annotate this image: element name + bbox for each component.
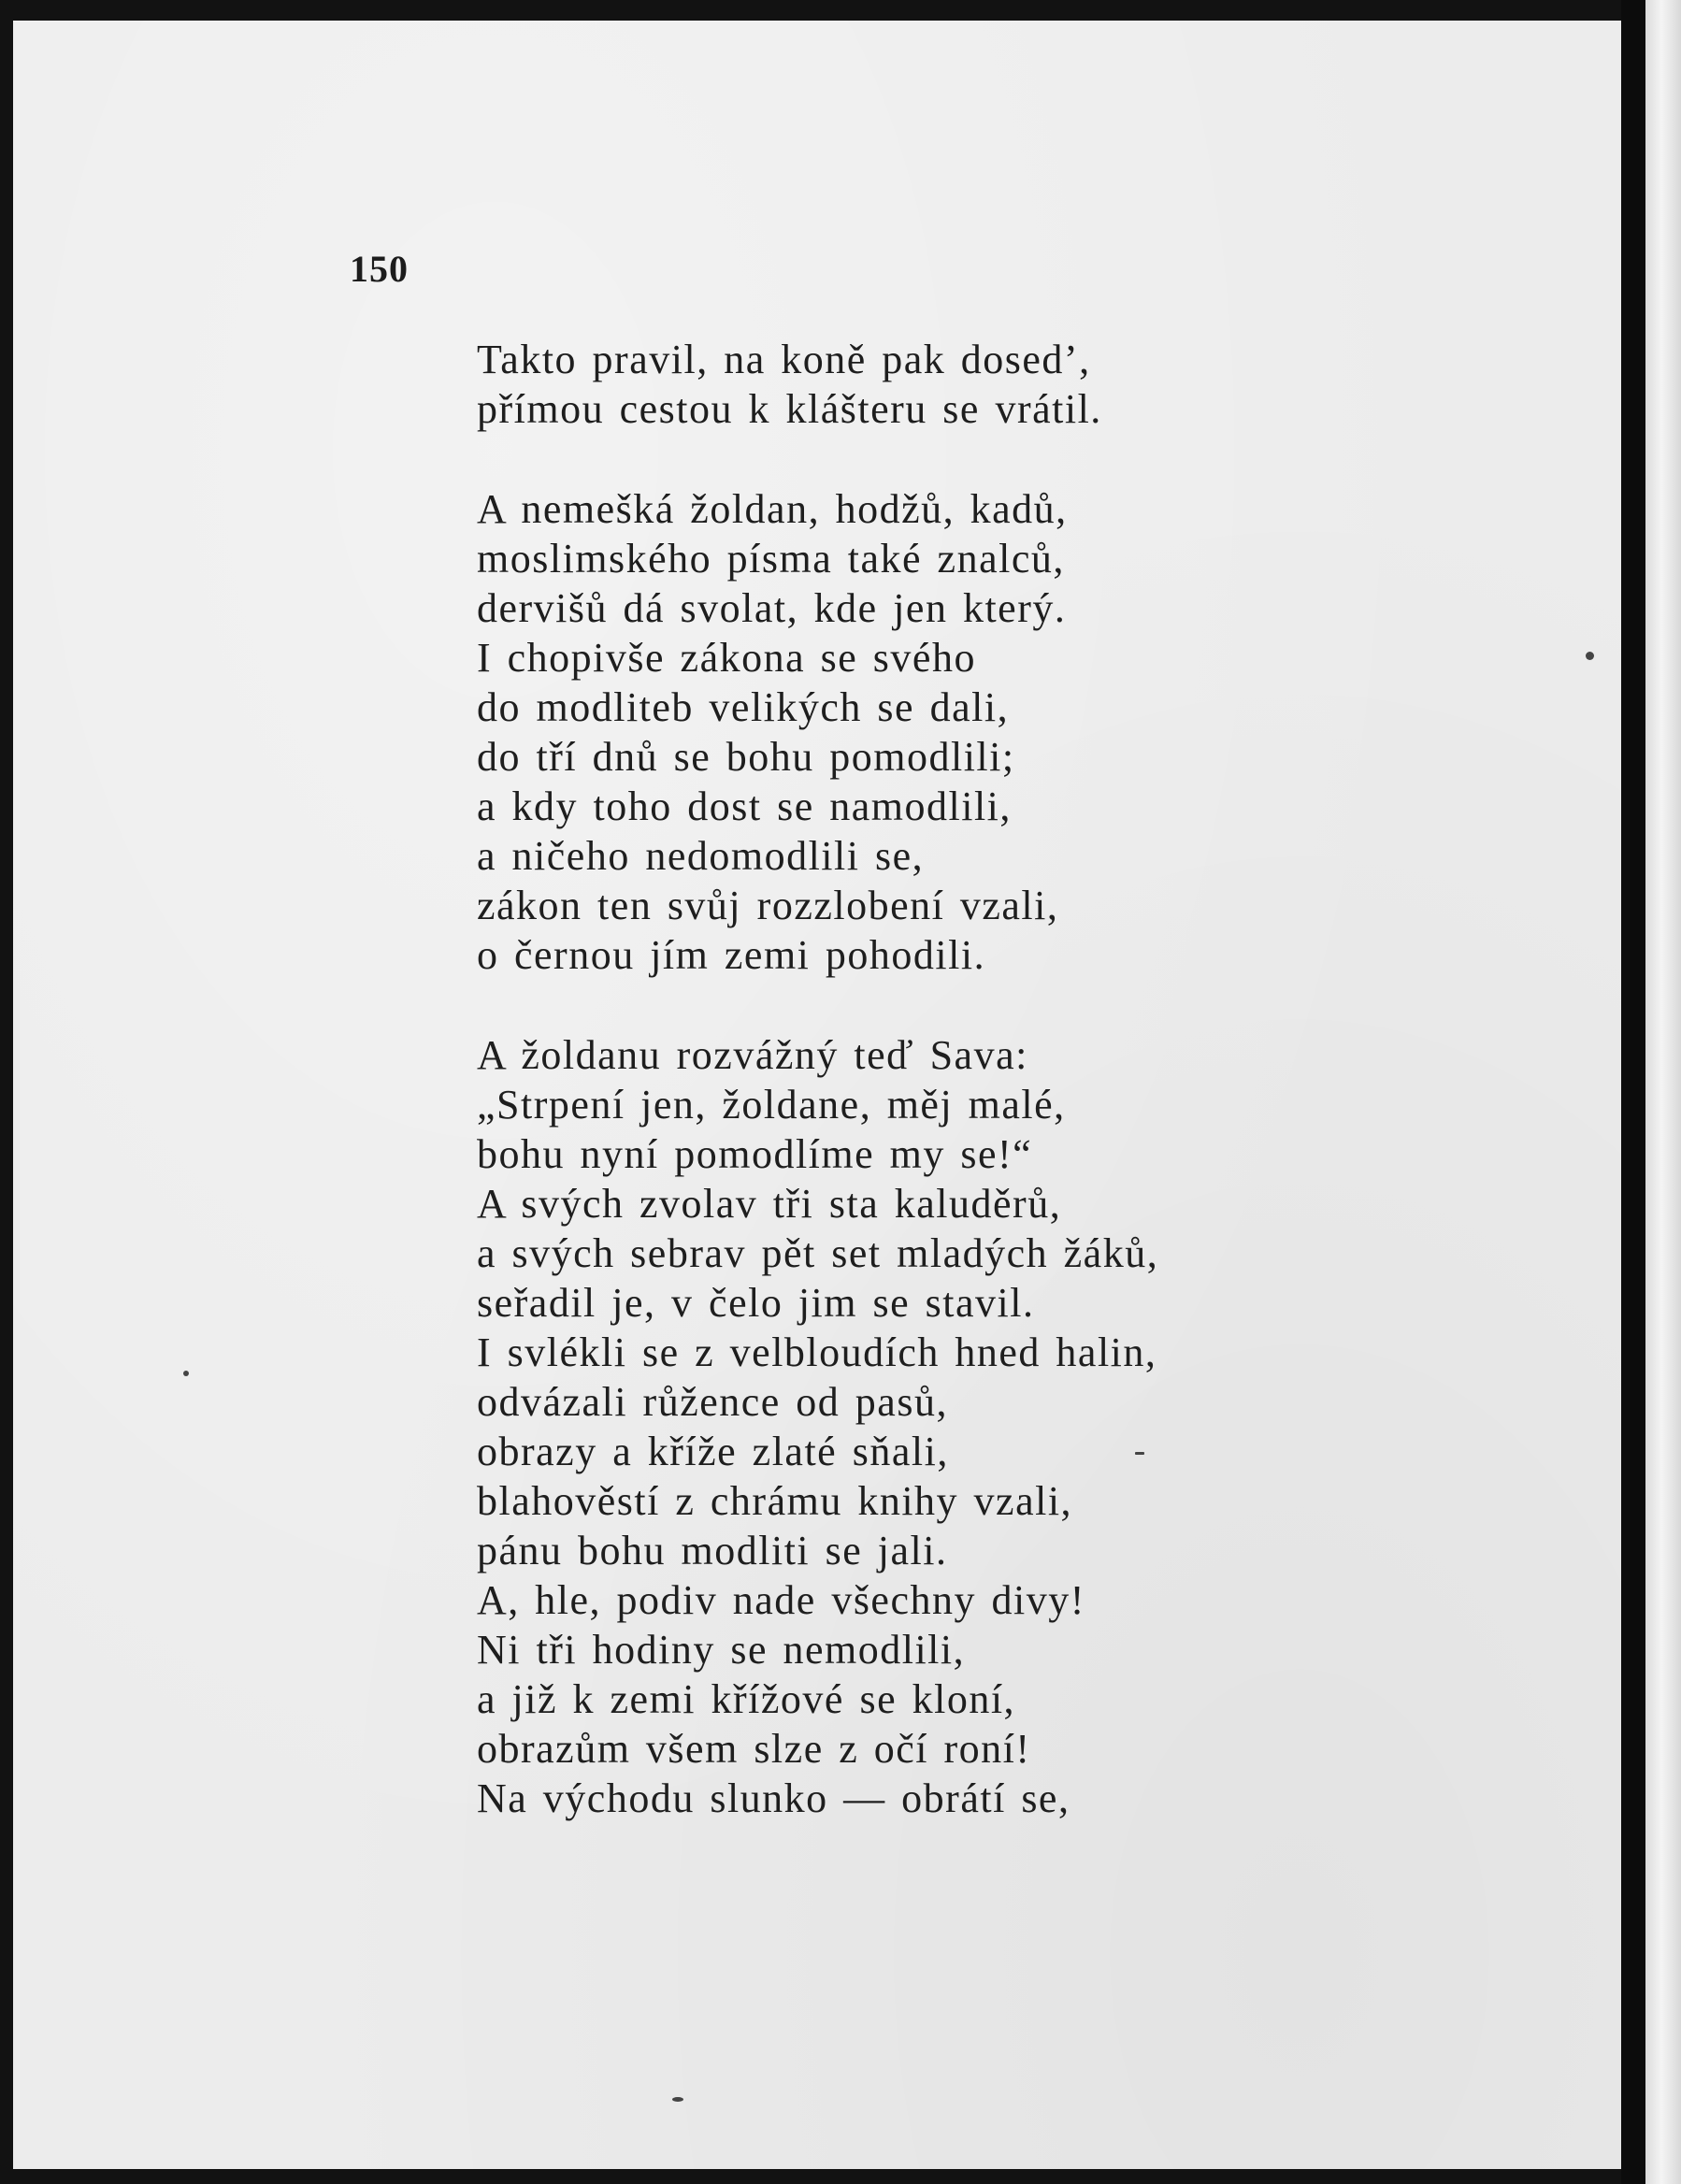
poem-line: do tří dnů se bohu pomodlili; xyxy=(477,734,1015,780)
stanza-2 xyxy=(477,484,1505,980)
poem-line: přímou cestou k klášteru se vrátil. xyxy=(477,386,1102,432)
next-page-edge xyxy=(1645,0,1681,2184)
poem-line: a kdy toho dost se namodlili, xyxy=(477,783,1012,829)
poem-line: moslimského písma také znalců, xyxy=(477,536,1065,582)
poem-text xyxy=(477,335,1505,1823)
scan-speck xyxy=(1586,652,1594,660)
poem-line: zákon ten svůj rozzlobení vzali, xyxy=(477,883,1059,928)
poem-line: obrazům všem slze z očí roní! xyxy=(477,1726,1031,1772)
poem-line: A svých zvolav tři sta kaluděrů, xyxy=(477,1181,1062,1227)
poem-line: odvázali růžence od pasů, xyxy=(477,1379,948,1425)
poem-line: a ničeho nedomodlili se, xyxy=(477,833,925,879)
poem-line: I chopivše zákona se svého xyxy=(477,635,976,681)
page-number: 150 xyxy=(350,248,409,290)
poem-line: do modliteb velikých se dali, xyxy=(477,684,1010,730)
poem-line: o černou jím zemi pohodili. xyxy=(477,932,986,978)
stanza-3 xyxy=(477,1030,1505,1823)
poem-line: blahověstí z chrámu knihy vzali, xyxy=(477,1478,1073,1524)
poem-line: A žoldanu rozvážný teď Sava: xyxy=(477,1032,1028,1078)
poem-line: pánu bohu modliti se jali. xyxy=(477,1528,948,1573)
scan-speck xyxy=(672,2097,683,2102)
scan-speck xyxy=(183,1371,189,1376)
poem-line: bohu nyní pomodlíme my se!“ xyxy=(477,1131,1033,1177)
poem-line: seřadil je, v čelo jim se stavil. xyxy=(477,1280,1035,1326)
book-gutter xyxy=(1621,0,1645,2184)
poem-line: Ni tři hodiny se nemodlili, xyxy=(477,1627,966,1673)
poem-line: obrazy a kříže zlaté sňali, xyxy=(477,1429,949,1474)
poem-line: I svlékli se z velbloudích hned halin, xyxy=(477,1329,1157,1375)
poem-line: Na východu slunko — obrátí se, xyxy=(477,1775,1070,1821)
stanza-1 xyxy=(477,335,1505,434)
poem-line: Takto pravil, na koně pak dosed’, xyxy=(477,337,1091,382)
poem-line: a svých sebrav pět set mladých žáků, xyxy=(477,1230,1159,1276)
poem-line: dervišů dá svolat, kde jen který. xyxy=(477,585,1067,631)
scan-speck xyxy=(1135,1452,1144,1455)
poem-line: a již k zemi křížové se kloní, xyxy=(477,1676,1016,1722)
poem-line: A, hle, podiv nade všechny divy! xyxy=(477,1577,1085,1623)
poem-line: „Strpení jen, žoldane, měj malé, xyxy=(477,1082,1066,1128)
poem-line: A nemešká žoldan, hodžů, kadů, xyxy=(477,486,1068,532)
